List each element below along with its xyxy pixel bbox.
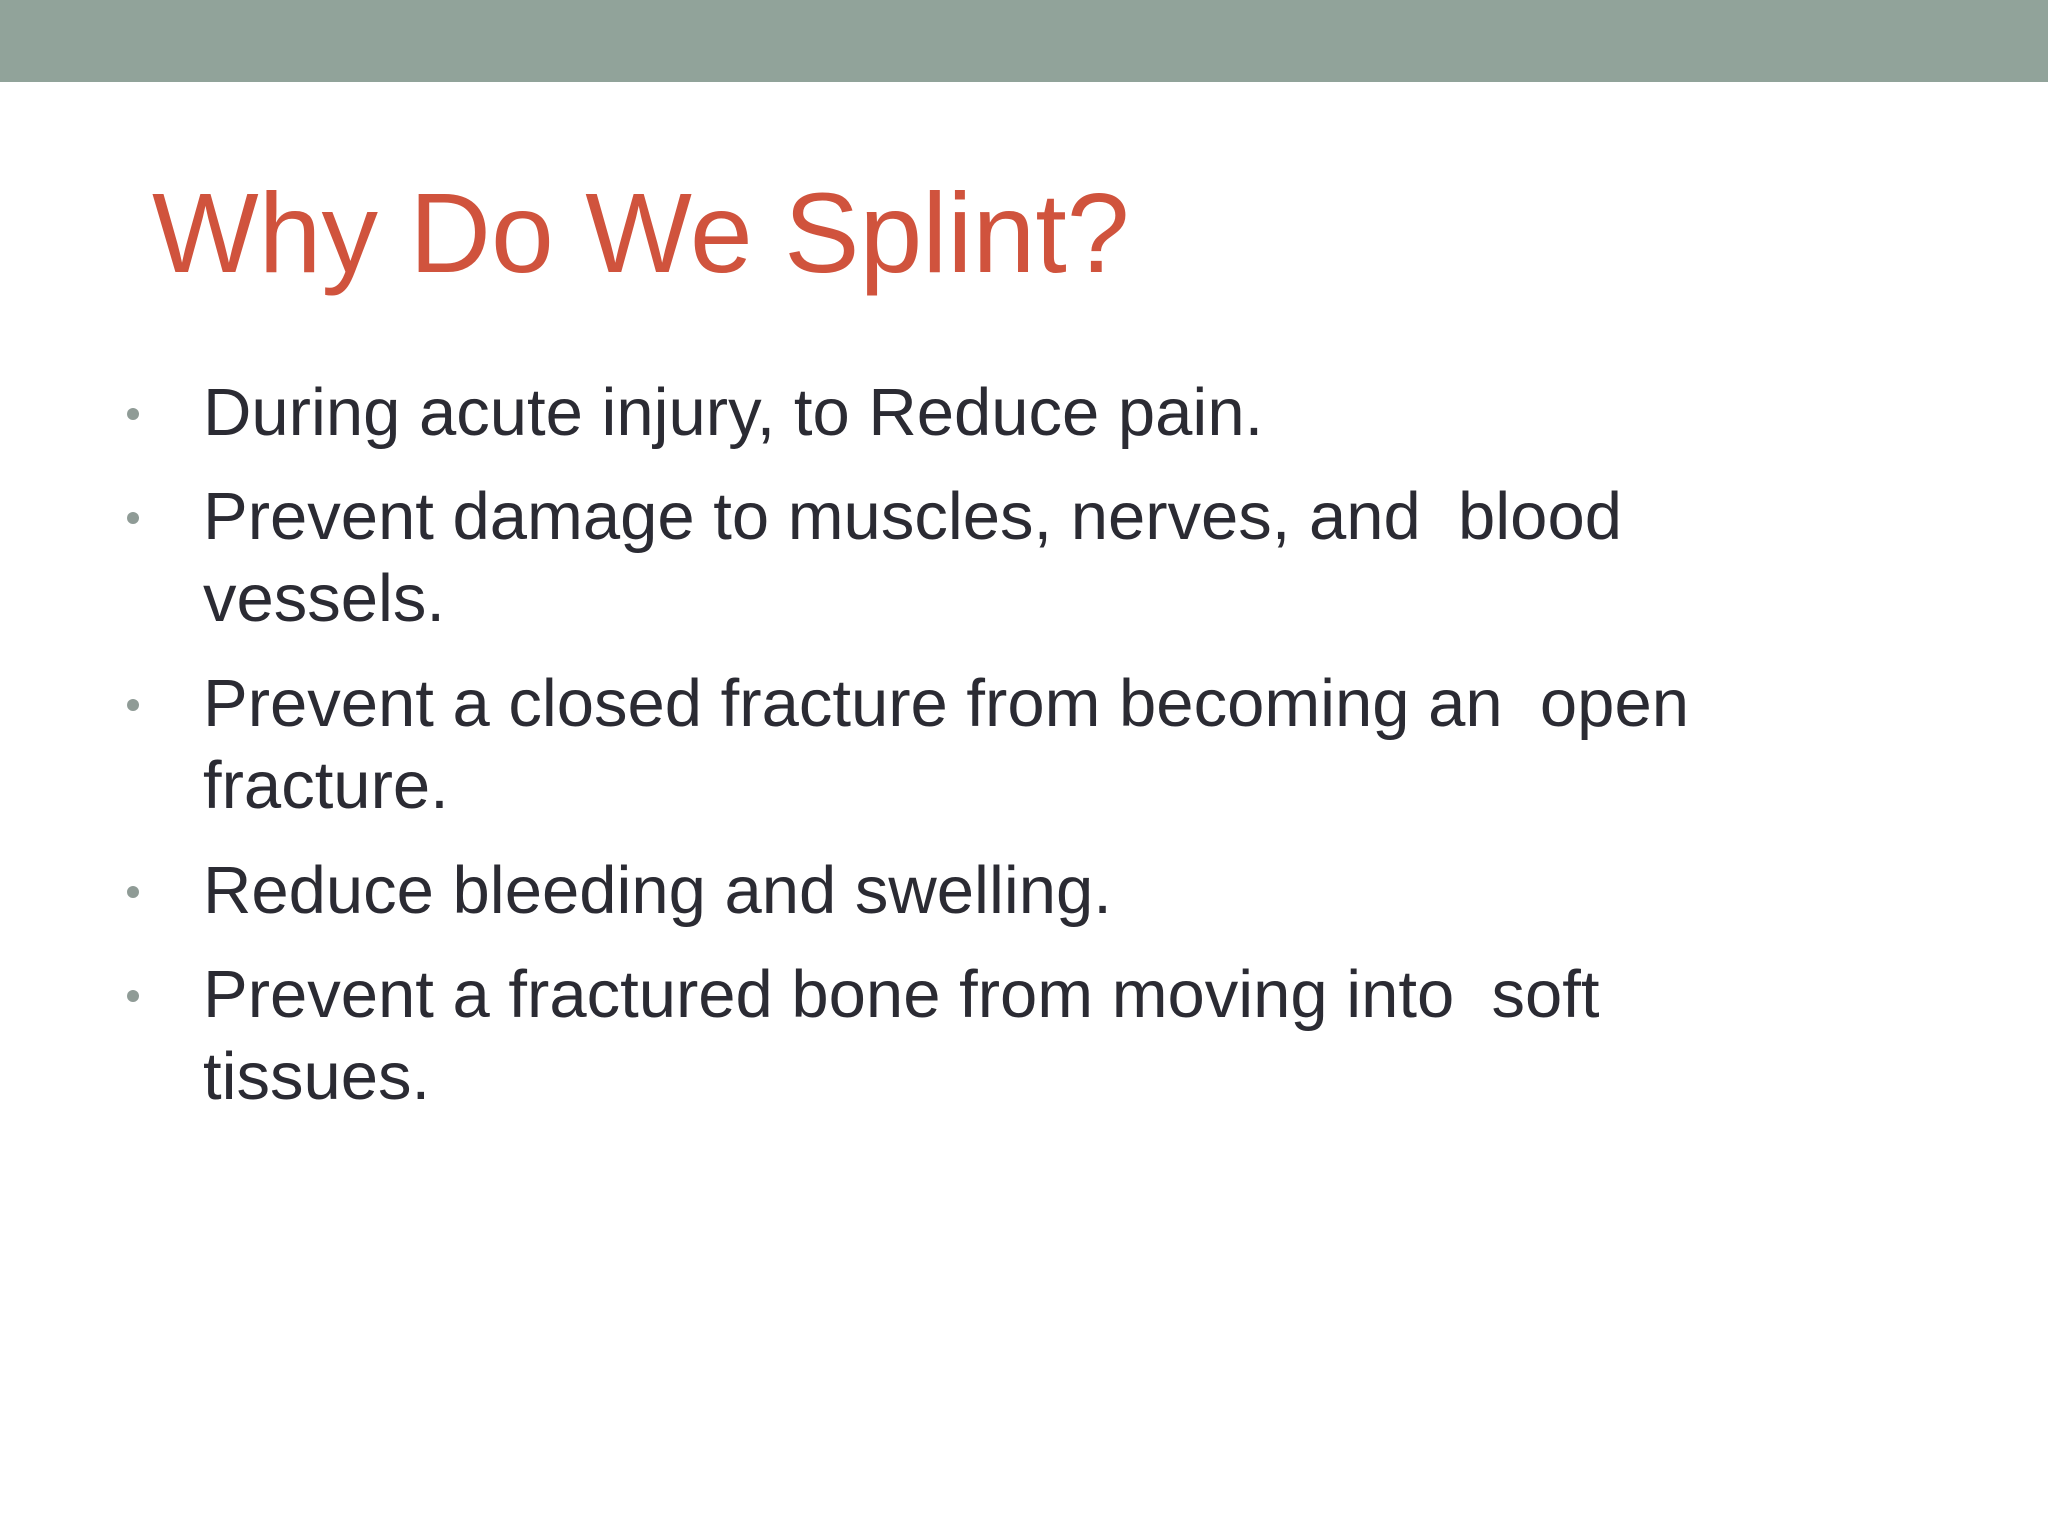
bullet-text: Prevent a closed fracture from becoming an open fracture. [203,666,1689,823]
bullet-dot-icon [127,512,139,524]
bullet-text: Prevent a fractured bone from moving into soft tissues. [203,957,1600,1114]
slide-title: Why Do We Splint? [152,170,1130,296]
bullet-dot-icon [127,699,139,711]
header-bar [0,0,2048,82]
bullet-text: During acute injury, to Reduce pain. [203,375,1264,450]
bullet-text: Prevent damage to muscles, nerves, and blood vessels. [203,479,1622,636]
bullet-dot-icon [127,886,139,898]
bullet-dot-icon [127,990,139,1002]
bullet-text: Reduce bleeding and swelling. [203,853,1112,928]
bullet-dot-icon [127,408,139,420]
